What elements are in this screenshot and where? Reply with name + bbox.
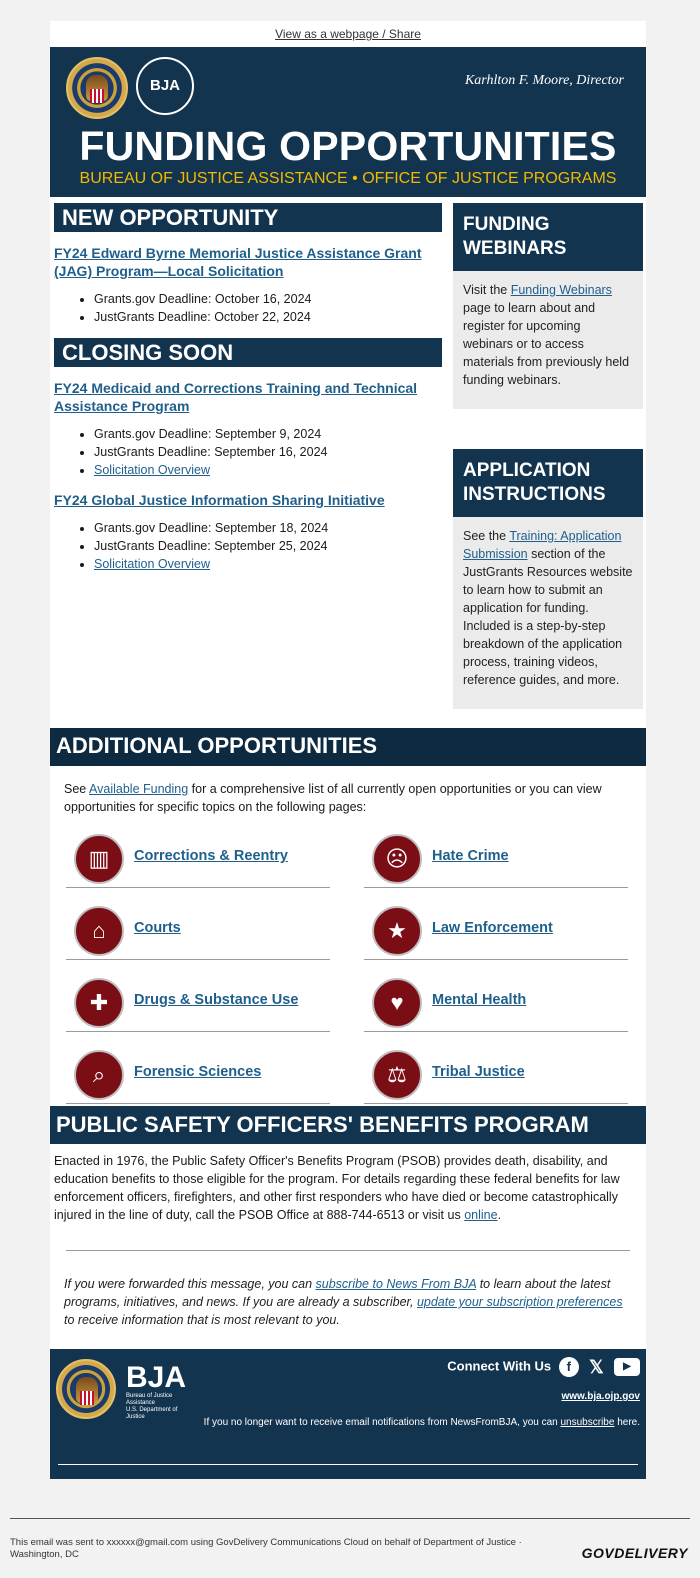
topic-forensic[interactable]	[66, 1044, 330, 1104]
list-item: • Grants.gov Deadline: September 9, 2024	[94, 425, 442, 443]
x-twitter-icon[interactable]: 𝕏	[589, 1357, 604, 1377]
webinars-heading: FUNDING WEBINARS	[453, 203, 643, 271]
topic-label[interactable]: Mental Health	[432, 992, 527, 1008]
funding-webinars-link[interactable]: Funding Webinars	[510, 283, 612, 297]
topic-label[interactable]: Corrections & Reentry	[134, 848, 288, 864]
topic-label[interactable]: Tribal Justice	[432, 1064, 525, 1080]
youtube-icon[interactable]: ▶	[614, 1358, 640, 1376]
new-opportunity-heading: NEW OPPORTUNITY	[54, 203, 442, 232]
head-heart-icon: ♥	[372, 978, 422, 1028]
topic-hate-crime[interactable]	[364, 828, 628, 888]
subscribe-link[interactable]: subscribe to News From BJA	[315, 1277, 477, 1291]
unsubscribe-notice: If you no longer want to receive email notifications from NewsFromBJA, you can unsubscribe here.	[203, 1417, 640, 1428]
bja-website-link[interactable]: www.bja.ojp.gov	[561, 1391, 640, 1402]
sidebar-column	[453, 203, 643, 709]
list-item: • JustGrants Deadline: October 22, 2024	[94, 308, 442, 326]
jag-opportunity-link[interactable]: FY24 Edward Byrne Memorial Justice Assistance Grant (JAG) Program—Local Solicitation	[54, 245, 422, 279]
doj-seal-icon	[56, 1359, 116, 1419]
topic-label[interactable]: Courts	[134, 920, 181, 936]
unsubscribe-link[interactable]: unsubscribe	[560, 1417, 615, 1428]
additional-opportunities-heading: ADDITIONAL OPPORTUNITIES	[50, 728, 646, 766]
footer	[50, 1349, 646, 1479]
topic-drugs[interactable]	[66, 972, 330, 1032]
topic-law-enforcement[interactable]	[364, 900, 628, 960]
opportunities-column	[54, 203, 442, 573]
topic-courts[interactable]	[66, 900, 330, 960]
global-justice-opportunity-link[interactable]: FY24 Global Justice Information Sharing Initiative	[54, 492, 385, 508]
list-item	[94, 461, 442, 479]
global-justice-deadlines-list	[94, 519, 442, 573]
two-column-section	[50, 197, 646, 728]
topic-label[interactable]: Law Enforcement	[432, 920, 553, 936]
forward-notice: If you were forwarded this message, you can subscribe to News From BJA to learn about the latest programs, initiatives, and news. If you are already a subscriber, update your subscription preferences to receive information that is most relevant to you.	[64, 1277, 623, 1327]
bja-logo: BJA Bureau of Justice Assistance U.S. Department of Justice	[126, 1361, 187, 1420]
view-webpage-link[interactable]: View as a webpage / Share	[275, 27, 421, 41]
gavel-icon: ⚖	[372, 1050, 422, 1100]
building-icon: ▥	[74, 834, 124, 884]
courthouse-icon: ⌂	[74, 906, 124, 956]
list-item: • JustGrants Deadline: September 16, 2024	[94, 443, 442, 461]
page-subtitle: BUREAU OF JUSTICE ASSISTANCE • OFFICE OF JUSTICE PROGRAMS	[79, 170, 617, 187]
topic-grid	[50, 816, 646, 1106]
email-container	[50, 21, 646, 1479]
topic-label[interactable]: Hate Crime	[432, 848, 509, 864]
solicitation-overview-link[interactable]: Solicitation Overview	[94, 557, 211, 571]
closing-soon-heading: CLOSING SOON	[54, 338, 442, 367]
magnifier-document-icon: ⌕	[74, 1050, 124, 1100]
solicitation-overview-link[interactable]: Solicitation Overview	[94, 463, 211, 477]
jag-deadlines-list	[94, 290, 442, 326]
instructions-body: See the Training: Application Submission section of the JustGrants Resources website to learn how to submit an application for funding. Included is a step-by-step breakdown of the application process, training videos, reference guides, and more.	[453, 517, 643, 709]
delivery-notice: This email was sent to xxxxxx@gmail.com using GovDelivery Communications Cloud on behalf of Department of Justice · Washington, DC	[10, 1537, 522, 1560]
header-banner	[50, 47, 646, 197]
psob-online-link[interactable]: online	[464, 1208, 498, 1222]
divider	[58, 1464, 638, 1465]
additional-intro: See Available Funding for a comprehensive list of all currently open opportunities or you can view opportunities for specific topics on the following pages:	[64, 782, 602, 814]
instructions-heading: APPLICATION INSTRUCTIONS	[453, 449, 643, 517]
available-funding-link[interactable]: Available Funding	[89, 782, 189, 796]
director-name: Karhlton F. Moore, Director	[464, 73, 624, 88]
bja-anniversary-badge-icon: BJA	[136, 57, 194, 115]
police-badge-icon: ★	[372, 906, 422, 956]
list-item	[94, 555, 442, 573]
topic-tribal-justice[interactable]	[364, 1044, 628, 1104]
topic-label[interactable]: Drugs & Substance Use	[134, 992, 299, 1008]
topic-label[interactable]: Forensic Sciences	[134, 1064, 262, 1080]
connect-with-us: Connect With Us f 𝕏 ▶	[447, 1357, 640, 1377]
govdelivery-logo: GOVDELIVERY	[581, 1545, 688, 1561]
psob-body: Enacted in 1976, the Public Safety Officer's Benefits Program (PSOB) provides death, disability, and education benefits to those eligible for the program. For details regarding these federal benefits for law enforcement officers, firefighters, and other first responders who have died or become catastrophically injured in the line of duty, call the PSOB Office at 888-744-6513 or visit us online.	[54, 1154, 620, 1222]
webinars-body: Visit the Funding Webinars page to learn about and register for upcoming webinars or to access materials from previously held funding webinars.	[453, 271, 643, 409]
page-title: FUNDING OPPORTUNITIES	[79, 123, 617, 169]
update-preferences-link[interactable]: update your subscription preferences	[416, 1295, 623, 1309]
list-item: • Grants.gov Deadline: September 18, 2024	[94, 519, 442, 537]
list-item: • Grants.gov Deadline: October 16, 2024	[94, 290, 442, 308]
head-bandage-icon: ☹	[372, 834, 422, 884]
topbar	[50, 21, 646, 47]
doj-seal-icon	[66, 57, 128, 119]
facebook-icon[interactable]: f	[559, 1357, 579, 1377]
clipboard-pills-icon: ✚	[74, 978, 124, 1028]
medicaid-deadlines-list	[94, 425, 442, 479]
training-submission-link[interactable]: Training: Application Submission	[463, 529, 622, 561]
topic-corrections[interactable]	[66, 828, 330, 888]
divider	[10, 1518, 690, 1519]
topic-mental-health[interactable]	[364, 972, 628, 1032]
list-item: • JustGrants Deadline: September 25, 2024	[94, 537, 442, 555]
psob-heading: PUBLIC SAFETY OFFICERS' BENEFITS PROGRAM	[50, 1106, 646, 1144]
medicaid-opportunity-link[interactable]: FY24 Medicaid and Corrections Training and Technical Assistance Program	[54, 380, 418, 414]
